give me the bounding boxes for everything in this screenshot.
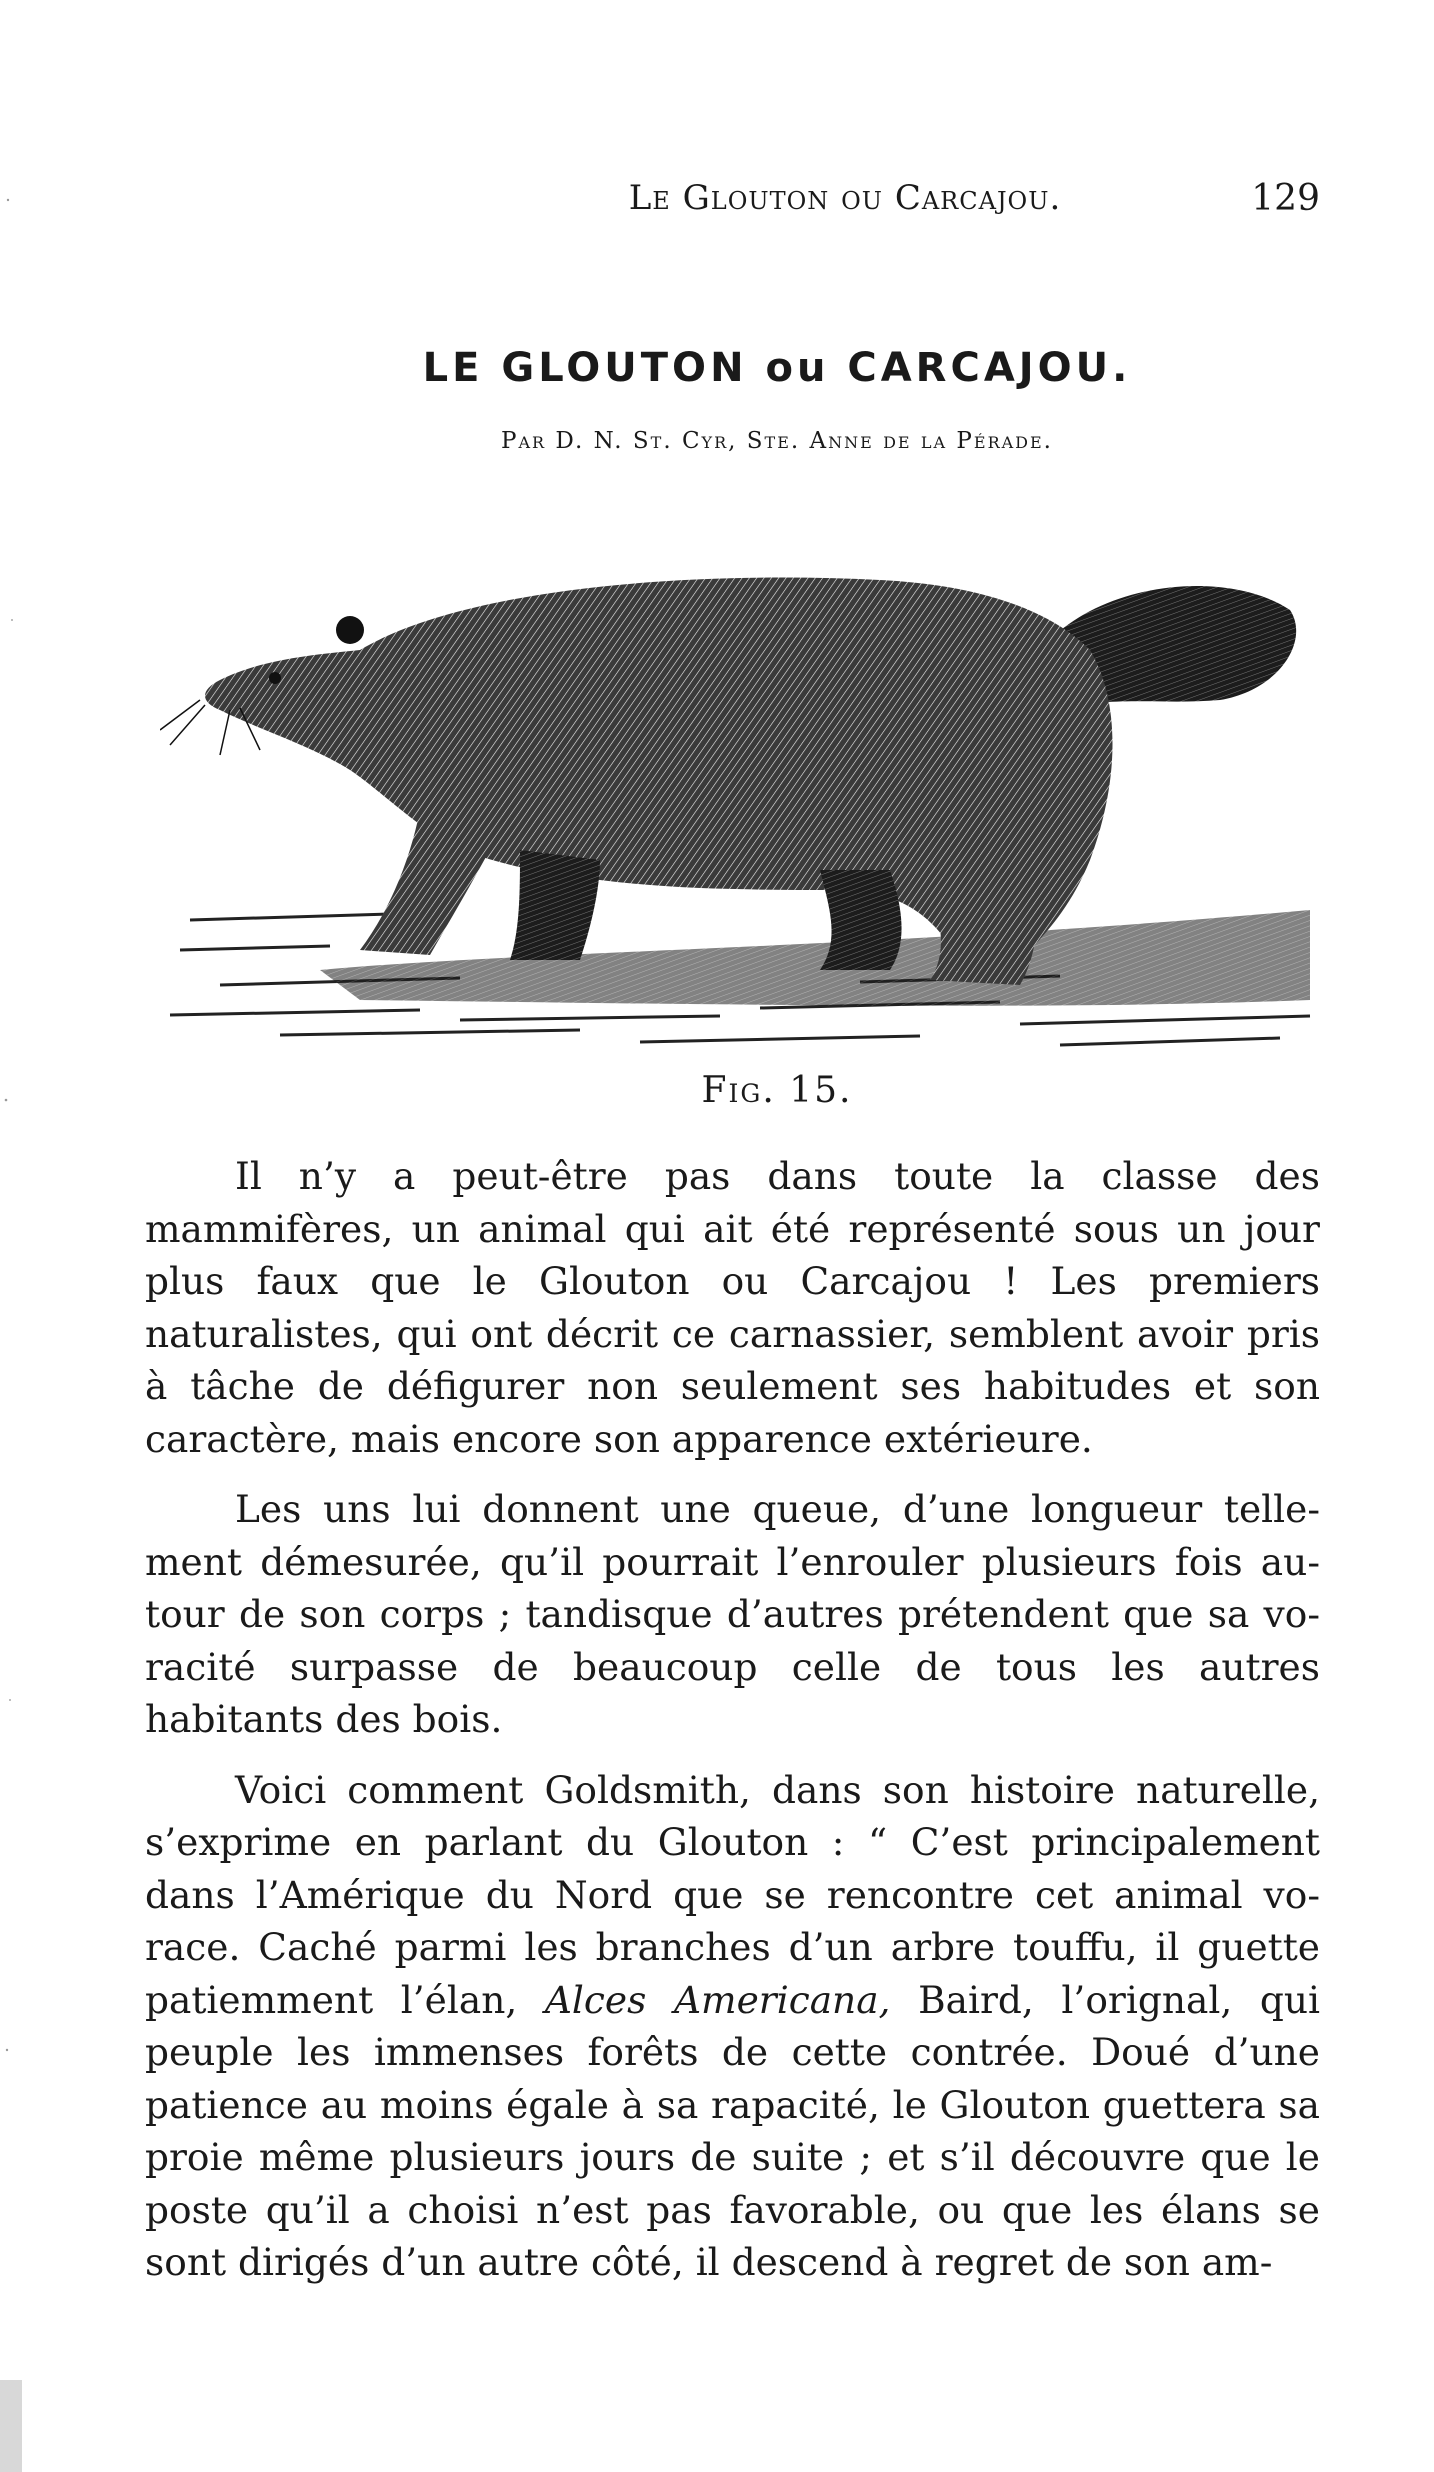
article-body xyxy=(145,1150,1320,2307)
wolverine-hind-leg-2 xyxy=(820,870,902,970)
article-byline: Par D. N. St. Cyr, Ste. Anne de la Pérade. xyxy=(500,428,1053,454)
page-number: 129 xyxy=(1251,178,1320,219)
running-title: Le Glouton ou Carcajou. xyxy=(628,178,1062,218)
figure-wolverine xyxy=(160,530,1320,1060)
article-title: LE GLOUTON ou CARCAJOU. xyxy=(422,345,1132,391)
wolverine-ear xyxy=(336,616,364,644)
wolverine-illustration xyxy=(160,530,1320,1060)
wolverine-front-leg xyxy=(360,810,500,955)
figure-caption: Fig. 15. xyxy=(701,1070,853,1111)
ground-shadow xyxy=(320,910,1310,1006)
running-head xyxy=(140,178,1320,228)
wolverine-front-leg-2 xyxy=(510,850,600,960)
paragraph-1: Il n’y a peut-être pas dans toute la classe des mammifères, un animal qui ait été représenté sous un jour plus faux que le Glouton ou Carcajou ! Les premiers naturalistes, qui ont décrit ce carnassier, semblent avoir pris à tâche de défigurer non seulement ses habitudes et son caractère, mais encore son apparence extérieure. xyxy=(145,1154,1320,1461)
wolverine-eye xyxy=(269,672,281,684)
paragraph-3: Voici comment Goldsmith, dans son histoire naturelle, s’exprime en parlant du Glouton : “ C’est principalement dans l’Amérique du Nord que se rencontre cet animal vorace. Caché parmi les branches d’un arbre touffu, il guette patiemment l’élan, Alces Americana, Baird, l’orignal, qui peuple les immenses forêts de cette contrée. Doué d’une patience au moins égale à sa rapacité, le Glouton guettera sa proie même plusieurs jours de suite ; et s’il découvre que le poste qu’il a choisi n’est pas favorable, ou que les élans se sont dirigés d’un autre côté, il descend à regret de son am- xyxy=(145,1767,1320,2284)
paragraph-2: Les uns lui donnent une queue, d’une longueur tellement démesurée, qu’il pourrait l’enrouler plusieurs fois autour de son corps ; tandisque d’autres prétendent que sa voracité surpasse de beaucoup celle de tous les autres habitants des bois. xyxy=(145,1487,1320,1741)
species-name: Alces Americana, xyxy=(544,1977,891,2022)
